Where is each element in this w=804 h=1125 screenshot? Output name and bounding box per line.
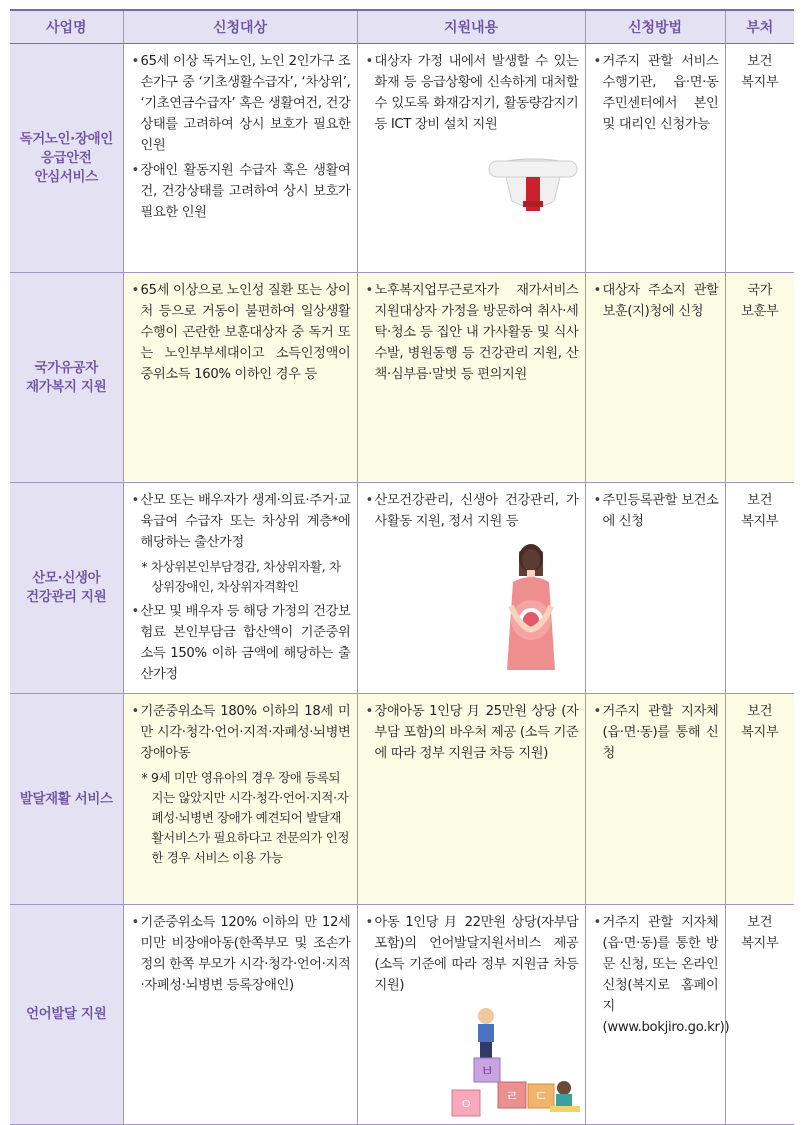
block-letter: ㄹ xyxy=(504,1089,519,1105)
header-row xyxy=(10,10,794,44)
program-name-line: 독거노인·장애인 xyxy=(19,131,113,147)
program-name xyxy=(10,273,123,483)
footnote: * 차상위본인부담경감, 차상위자활, 차상위장애인, 차상위자격확인 xyxy=(141,559,341,594)
table-row xyxy=(10,44,794,273)
program-name xyxy=(10,44,123,273)
ministry-line: 보건 xyxy=(747,54,773,69)
method-cell xyxy=(585,273,725,483)
fire-detector-illustration xyxy=(366,149,579,219)
program-name-line: 응급안전 xyxy=(40,150,92,166)
table-row xyxy=(10,694,794,905)
ministry-line: 보훈부 xyxy=(741,304,779,319)
ministry-cell xyxy=(725,44,794,273)
ministry-line: 복지부 xyxy=(741,725,779,740)
ministry-cell xyxy=(725,694,794,905)
target-cell xyxy=(123,483,357,694)
ministry-line: 복지부 xyxy=(741,75,779,90)
header-program-name: 사업명 xyxy=(10,10,123,44)
bullet-item: • 장애아동 1인당 月 25만원 상당 (자부담 포함)의 바우처 제공 (소득 기준에 따라 정부 지원금 차등 지원) xyxy=(366,701,579,764)
support-cell xyxy=(357,483,585,694)
target-cell xyxy=(123,273,357,483)
block-letter: ㅂ xyxy=(479,1064,494,1080)
header-eligibility: 신청대상 xyxy=(123,10,357,44)
program-name-line: 국가유공자 xyxy=(34,360,98,376)
ministry-line: 보건 xyxy=(747,704,773,719)
header-ministry: 부처 xyxy=(725,10,794,44)
program-name-line: 안심서비스 xyxy=(34,169,98,185)
bullet-item: • 65세 이상으로 노인성 질환 또는 상이처 등으로 거동이 불편하여 일상생활 수행이 곤란한 보훈대상자 중 독거 또는 노인부부세대이고 소득인정액이 중위소득 160% 이하인 경우 등 xyxy=(132,280,351,385)
program-name xyxy=(10,694,123,905)
bullet-item: • 주민등록관할 보건소에 신청 xyxy=(594,490,719,532)
service-table xyxy=(10,9,794,1125)
block-letter: ㅇ xyxy=(458,1097,473,1113)
program-name-line: 산모·신생아 xyxy=(32,571,101,586)
method-cell xyxy=(585,483,725,694)
method-cell xyxy=(585,694,725,905)
target-cell xyxy=(123,694,357,905)
header-support: 지원내용 xyxy=(357,10,585,44)
bullet-item: • 노후복지업무근로자가 재가서비스 지원대상자 가정을 방문하여 취사·세탁·청소 등 집안 내 가사활동 및 식사수발, 병원동행 등 건강관리 지원, 산책·심부름·말벗 등 편의지원 xyxy=(366,280,579,385)
bullet-item: • 거주지 관할 서비스 수행기관, 읍·면·동 주민센터에서 본인 및 대리인 신청가능 xyxy=(594,51,719,135)
footnote: * 9세 미만 영유아의 경우 장애 등록되지는 않았지만 시각·청각·언어·지적·자폐성·뇌병변 장애가 예견되어 발달재활서비스가 필요하다고 전문의가 인정한 경우 서비스 이용 가능 xyxy=(141,770,350,865)
ministry-line: 보건 xyxy=(747,915,773,930)
program-name-line: 발달재활 서비스 xyxy=(19,791,113,807)
bullet-item: • 아동 1인당 月 22만원 상당(자부담 포함)의 언어발달지원서비스 제공 (소득 기준에 따라 정부 지원금 차등 지원) xyxy=(366,912,579,996)
table-row xyxy=(10,483,794,694)
bullet-item: • 장애인 활동지원 수급자 혹은 생활여건, 건강상태를 고려하여 상시 보호가 필요한 인원 xyxy=(132,160,351,223)
support-cell xyxy=(357,44,585,273)
pregnant-woman-illustration xyxy=(366,542,579,672)
ministry-line: 복지부 xyxy=(741,514,779,529)
bullet-item: • 기준중위소득 180% 이하의 18세 미만 시각·청각·언어·지적·자폐성·뇌병변 장애아동 xyxy=(132,701,351,764)
support-cell xyxy=(357,273,585,483)
target-cell xyxy=(123,44,357,273)
support-cell xyxy=(357,694,585,905)
program-name xyxy=(10,483,123,694)
block-letter: ㄷ xyxy=(533,1089,548,1105)
bullet-item: • 기준중위소득 120% 이하의 만 12세 미만 비장애아동(한쪽부모 및 조손가정의 한쪽 부모가 시각·청각·언어·지적·자폐성·뇌병변 등록장애인) xyxy=(132,912,351,996)
ministry-line: 보건 xyxy=(747,493,773,508)
ministry-line: 복지부 xyxy=(741,936,779,951)
letter-blocks-illustration xyxy=(366,1000,579,1120)
program-name-line: 재가복지 지원 xyxy=(26,379,107,395)
bullet-item: • 대상자 가정 내에서 발생할 수 있는 화재 등 응급상황에 신속하게 대처할 수 있도록 화재감지기, 활동량감지기 등 ICT 장비 설치 지원 xyxy=(366,51,579,135)
ministry-line: 국가 xyxy=(747,283,773,298)
program-name-line: 언어발달 지원 xyxy=(26,1007,107,1022)
bullet-item: • 65세 이상 독거노인, 노인 2인가구 조손가구 중 ‘기초생활수급자’, ‘차상위’, ‘기초연금수급자’ 혹은 생활여건, 건강상태를 고려하여 상시 보호가 필요한 인원 xyxy=(132,51,351,156)
bullet-item: • 산모건강관리, 신생아 건강관리, 가사활동 지원, 정서 지원 등 xyxy=(366,490,579,532)
bullet-item: • 거주지 관할 지자체(읍·면·동)를 통한 방문 신청, 또는 온라인 신청(복지로 홈페이지 (www.bokjiro.go.kr)) xyxy=(594,912,719,1038)
bullet-item: • 산모 또는 배우자가 생계·의료·주거·교육급여 수급자 또는 차상위 계층*에 해당하는 출산가정 xyxy=(132,490,351,553)
program-name-line: 건강관리 지원 xyxy=(26,590,107,605)
ministry-cell xyxy=(725,483,794,694)
bullet-item: • 거주지 관할 지자체(읍·면·동)를 통해 신청 xyxy=(594,701,719,764)
header-method: 신청방법 xyxy=(585,10,725,44)
method-cell xyxy=(585,44,725,273)
bullet-item: • 대상자 주소지 관할 보훈(지)청에 신청 xyxy=(594,280,719,322)
ministry-cell xyxy=(725,273,794,483)
bullet-item: • 산모 및 배우자 등 해당 가정의 건강보험료 본인부담금 합산액이 기준중위소득 150% 이하 금액에 해당하는 출산가정 xyxy=(132,601,351,685)
table-row xyxy=(10,273,794,483)
